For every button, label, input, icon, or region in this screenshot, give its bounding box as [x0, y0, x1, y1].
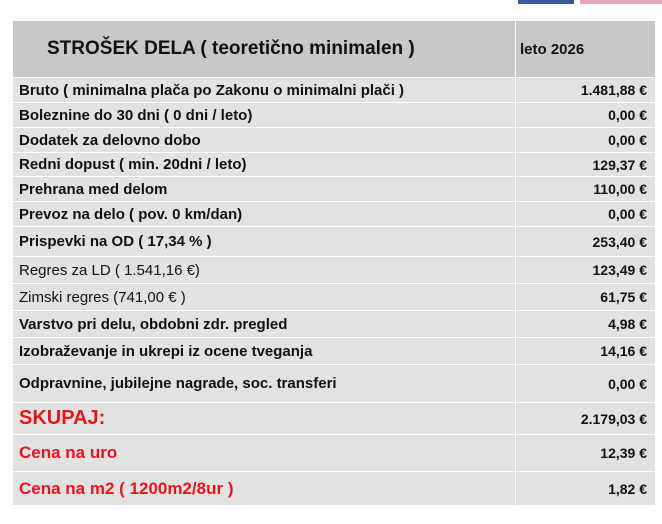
row-label-odpravnine: Odpravnine, jubilejne nagrade, soc. transferi: [13, 365, 516, 403]
top-accent-pink: [580, 0, 662, 4]
row-label-cena-na-m2: Cena na m2 ( 1200m2/8ur ): [13, 472, 516, 506]
row-value-boleznine: 0,00 €: [516, 103, 656, 128]
table-row: [13, 311, 656, 338]
row-label-boleznine: Boleznine do 30 dni ( 0 dni / leto): [13, 103, 516, 128]
row-value-odpravnine: 0,00 €: [516, 365, 656, 403]
row-value-izobrazevanje: 14,16 €: [516, 338, 656, 365]
table-row: [13, 338, 656, 365]
row-value-cena-na-uro: 12,39 €: [516, 435, 656, 472]
row-value-prispevki: 253,40 €: [516, 227, 656, 257]
table-row: [13, 435, 656, 472]
row-label-prehrana: Prehrana med delom: [13, 177, 516, 202]
row-label-varstvo: Varstvo pri delu, obdobni zdr. pregled: [13, 311, 516, 338]
row-label-dopust: Redni dopust ( min. 20dni / leto): [13, 153, 516, 177]
row-value-bruto: 1.481,88 €: [516, 78, 656, 103]
row-label-prispevki: Prispevki na OD ( 17,34 % ): [13, 227, 516, 257]
year-column-header: leto 2026: [516, 21, 656, 78]
row-label-izobrazevanje: Izobraževanje in ukrepi iz ocene tveganja: [13, 338, 516, 365]
row-value-zimski-regres: 61,75 €: [516, 284, 656, 311]
table-row: [13, 472, 656, 506]
table-row: [13, 227, 656, 257]
row-value-skupaj: 2.179,03 €: [516, 403, 656, 435]
row-value-cena-na-m2: 1,82 €: [516, 472, 656, 506]
table-row: [13, 284, 656, 311]
row-value-prevoz: 0,00 €: [516, 202, 656, 227]
table-header-row: [13, 21, 656, 78]
table-row: [13, 257, 656, 284]
table-row: [13, 177, 656, 202]
table-title: STROŠEK DELA ( teoretično minimalen ): [13, 21, 516, 78]
row-label-skupaj: SKUPAJ:: [13, 403, 516, 435]
table-row: [13, 202, 656, 227]
row-value-regres: 123,49 €: [516, 257, 656, 284]
table-row: [13, 103, 656, 128]
table-row: [13, 78, 656, 103]
row-value-dopust: 129,37 €: [516, 153, 656, 177]
row-value-dodatek: 0,00 €: [516, 128, 656, 153]
row-label-prevoz: Prevoz na delo ( pov. 0 km/dan): [13, 202, 516, 227]
row-label-regres: Regres za LD ( 1.541,16 €): [13, 257, 516, 284]
row-label-dodatek: Dodatek za delovno dobo: [13, 128, 516, 153]
row-label-cena-na-uro: Cena na uro: [13, 435, 516, 472]
row-value-varstvo: 4,98 €: [516, 311, 656, 338]
labor-cost-table: [12, 20, 656, 506]
row-label-zimski-regres: Zimski regres (741,00 € ): [13, 284, 516, 311]
table-row: [13, 128, 656, 153]
row-label-bruto: Bruto ( minimalna plača po Zakonu o minimalni plači ): [13, 78, 516, 103]
total-row: [13, 403, 656, 435]
row-value-prehrana: 110,00 €: [516, 177, 656, 202]
table-row: [13, 153, 656, 177]
table-row: [13, 365, 656, 403]
top-accent-blue: [518, 0, 574, 4]
